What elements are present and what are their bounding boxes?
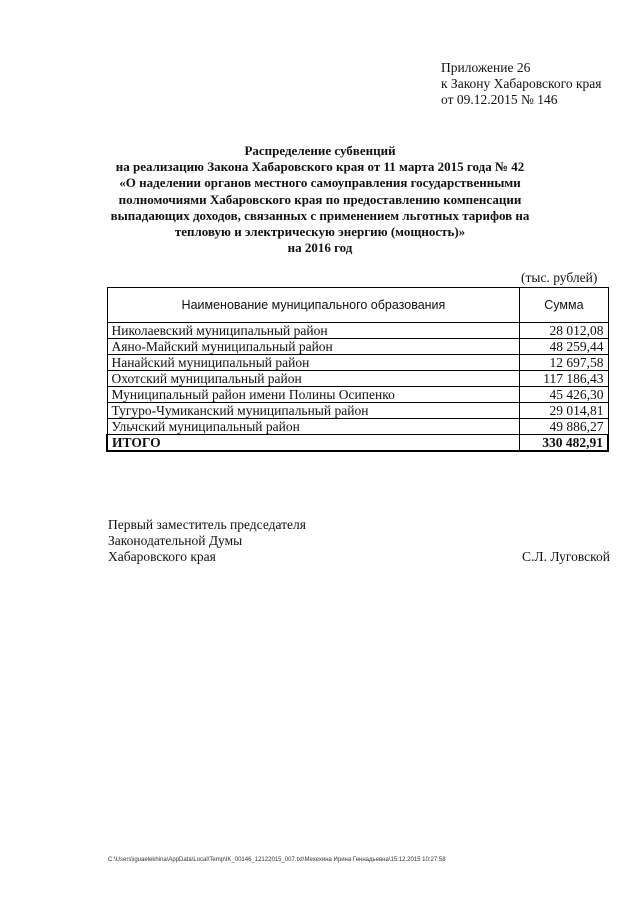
document-title <box>100 143 540 256</box>
row-sum: 28 012,08 <box>520 323 608 339</box>
annex-line-2: к Закону Хабаровского края <box>441 76 602 91</box>
signature-title-line-2: Законодательной Думы <box>108 533 243 548</box>
row-sum: 45 426,30 <box>520 387 608 403</box>
table-row <box>107 403 608 419</box>
table-row <box>107 323 608 339</box>
row-name: Николаевский муниципальный район <box>107 323 520 339</box>
row-sum: 12 697,58 <box>520 355 608 371</box>
signature-block <box>108 517 610 565</box>
row-sum: 48 259,44 <box>520 339 608 355</box>
total-row <box>107 435 608 452</box>
table-row <box>107 387 608 403</box>
unit-label: (тыс. рублей) <box>521 270 598 285</box>
title-line: Распределение субвенций <box>244 143 396 158</box>
table-row <box>107 355 608 371</box>
signatory-name: С.Л. Луговской <box>522 549 610 564</box>
title-line: выпадающих доходов, связанных с применением льготных тарифов на <box>110 207 530 223</box>
signature-title-line-1: Первый заместитель председателя <box>108 517 306 532</box>
table-row <box>107 339 608 355</box>
title-line: на 2016 год <box>287 240 353 256</box>
row-name: Тугуро-Чумиканский муниципальный район <box>107 403 520 419</box>
row-name: Нанайский муниципальный район <box>107 355 520 371</box>
title-line: «О наделении органов местного самоуправления государственными <box>119 175 521 191</box>
signature-title-line-3: Хабаровского края <box>108 549 216 564</box>
annex-block <box>441 60 602 108</box>
annex-line-1: Приложение 26 <box>441 60 531 75</box>
header-sum: Сумма <box>520 288 608 323</box>
title-line: на реализацию Закона Хабаровского края от 11 марта 2015 года № 42 <box>115 159 525 175</box>
subsidy-table <box>106 287 609 452</box>
title-line: тепловую и электрическую энергию (мощность)» <box>174 224 466 240</box>
row-name: Аяно-Майский муниципальный район <box>107 339 520 355</box>
header-name: Наименование муниципального образования <box>107 288 520 323</box>
row-sum: 29 014,81 <box>520 403 608 419</box>
table-row <box>107 371 608 387</box>
total-sum: 330 482,91 <box>520 435 608 452</box>
row-sum: 49 886,27 <box>520 419 608 435</box>
row-name: Ульчский муниципальный район <box>107 419 520 435</box>
title-line: полномочиями Хабаровского края по предоставлению компенсации <box>118 191 522 207</box>
row-name: Муниципальный район имени Полины Осипенко <box>107 387 520 403</box>
row-sum: 117 186,43 <box>520 371 608 387</box>
row-name: Охотский муниципальный район <box>107 371 520 387</box>
annex-line-3: от 09.12.2015 № 146 <box>441 92 558 107</box>
table-header-row <box>107 288 608 323</box>
total-label: ИТОГО <box>107 435 520 452</box>
table-row <box>107 419 608 435</box>
file-path-footer: C:\Users\iguaelekhina\AppData\Local\Temp\IK_00146_12122015_007.txt\Мехехина Ирина Геннадьевна\15.12.2015 10:27:58 <box>108 857 446 863</box>
